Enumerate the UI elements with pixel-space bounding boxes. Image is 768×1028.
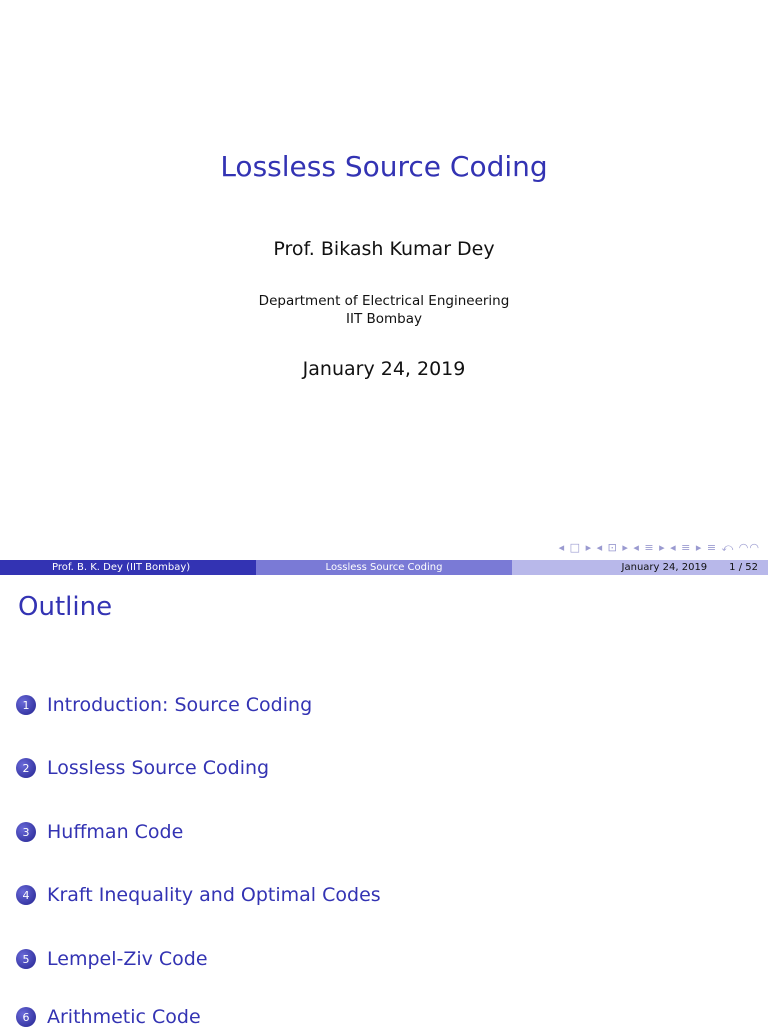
outline-item[interactable]: [16, 694, 312, 716]
footer-date-page: [512, 560, 768, 575]
item-label: Kraft Inequality and Optimal Codes: [47, 884, 381, 906]
footer-date: January 24, 2019: [621, 562, 708, 573]
item-number-badge: 6: [16, 1007, 36, 1027]
item-label: Lossless Source Coding: [47, 757, 270, 779]
item-number-badge: 1: [16, 695, 36, 715]
item-label: Arithmetic Code: [47, 1006, 201, 1028]
department: Department of Electrical Engineering: [258, 293, 510, 309]
presentation-date: January 24, 2019: [302, 358, 466, 380]
institution: [0, 292, 768, 328]
footer-author: Prof. B. K. Dey (IIT Bombay): [0, 560, 256, 575]
item-label: Huffman Code: [47, 821, 184, 843]
outline-item[interactable]: [16, 884, 381, 906]
item-number-badge: 3: [16, 822, 36, 842]
item-label: Introduction: Source Coding: [47, 694, 313, 716]
item-number-badge: 4: [16, 885, 36, 905]
footer-title: Lossless Source Coding: [256, 560, 512, 575]
outline-slide: [0, 576, 768, 1028]
presentation-title: Lossless Source Coding: [220, 150, 548, 183]
author-name: Prof. Bikash Kumar Dey: [273, 238, 495, 260]
item-number-badge: 2: [16, 758, 36, 778]
item-label: Lempel-Ziv Code: [47, 948, 208, 970]
outline-item[interactable]: [16, 948, 208, 970]
beamer-navigation-icons[interactable]: ◂ □ ▸ ◂ ⊡ ▸ ◂ ≡ ▸ ◂ ≡ ▸ ≡ ⤺ ◠◠: [558, 541, 760, 554]
outline-item[interactable]: [16, 821, 183, 843]
institute: IIT Bombay: [345, 311, 422, 327]
item-number-badge: 5: [16, 949, 36, 969]
outline-item[interactable]: [16, 1006, 201, 1028]
footer-page-number: 1 / 52: [729, 562, 758, 573]
outline-title: Outline: [18, 592, 113, 622]
outline-item[interactable]: [16, 757, 269, 779]
slide-footer: [0, 560, 768, 575]
